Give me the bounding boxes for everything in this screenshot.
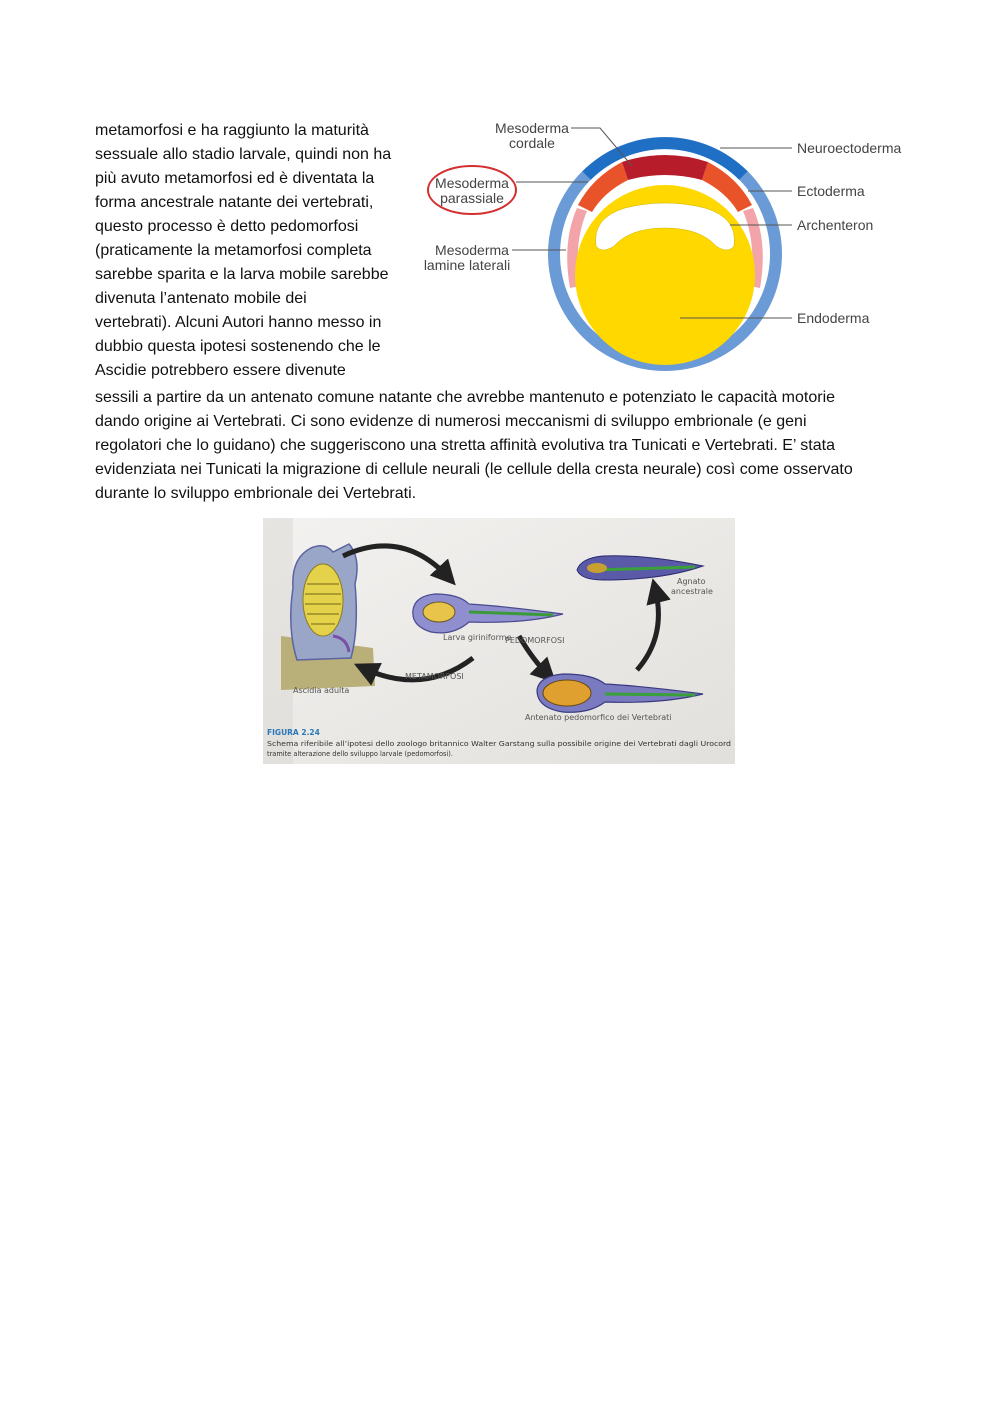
label-mesoderma-cordale: Mesoderma — [495, 120, 569, 136]
label-mesoderma-laterali: Mesoderma — [435, 242, 509, 258]
label-mesoderma-parassiale-sub: parassiale — [440, 190, 504, 206]
label-agnato: Agnato — [677, 577, 706, 586]
label-ancestrale: ancestrale — [671, 587, 713, 596]
label-antenato-pedomorfico: Antenato pedomorfico dei Vertebrati — [525, 713, 672, 722]
figure-caption-line: Schema riferibile all’ipotesi dello zoologo britannico Walter Garstang sulla possibile origine dei Vertebrati dagli Urocord — [267, 740, 731, 748]
embryo-cross-section-figure — [418, 112, 918, 382]
text-line: Ascidie potrebbero essere divenute — [95, 362, 346, 379]
label-larva-giriniforme: Larva giriniforme — [443, 633, 512, 642]
label-ascidia-adulta: Ascidia adulta — [293, 686, 350, 695]
text-line: regolatori che lo guidano) che suggeriscono una stretta affinità evolutiva tra Tunicati e Vertebrati. E’ stata — [95, 437, 835, 454]
label-neuroectoderma: Neuroectoderma — [797, 140, 902, 156]
text-line: sarebbe sparita e la larva mobile sarebbe — [95, 266, 389, 283]
label-mesoderma-laterali-sub: lamine laterali — [423, 257, 511, 273]
label-pedomorfosi: PEDOMORFOSI — [505, 636, 565, 645]
label-ectoderma: Ectoderma — [797, 183, 865, 199]
label-archenteron: Archenteron — [797, 217, 874, 233]
text-line: più avuto metamorfosi ed è diventata la — [95, 170, 375, 187]
label-metamorfosi: METAMORFOSI — [405, 672, 464, 681]
text-line: vertebrati). Alcuni Autori hanno messo in — [95, 314, 382, 331]
label-endoderma: Endoderma — [797, 310, 870, 326]
label-mesoderma-cordale-sub: cordale — [509, 135, 555, 151]
text-line: sessuale allo stadio larvale, quindi non ha — [95, 146, 392, 163]
figure-caption-title: FIGURA 2.24 — [267, 728, 320, 737]
text-line: divenuta l’antenato mobile dei — [95, 290, 307, 307]
text-line: durante lo sviluppo embrionale dei Vertebrati. — [95, 485, 417, 502]
garstang-cycle-figure — [263, 518, 735, 764]
label-mesoderma-parassiale: Mesoderma — [435, 175, 509, 191]
text-line: dando origine ai Vertebrati. Ci sono evidenze di numerosi meccanismi di sviluppo embrionale (e geni — [95, 413, 807, 430]
text-line: metamorfosi e ha raggiunto la maturità — [95, 122, 369, 139]
text-line: (praticamente la metamorfosi completa — [95, 242, 372, 259]
text-line: questo processo è detto pedomorfosi — [95, 218, 359, 235]
ascidia-adulta-illustration — [291, 544, 357, 660]
text-line: evidenziata nei Tunicati la migrazione di cellule neurali (le cellule della cresta neurale) così come osservato — [95, 461, 853, 478]
figure-caption-line: tramite alterazione dello sviluppo larvale (pedomorfosi). — [267, 750, 453, 758]
text-line: sessili a partire da un antenato comune natante che avrebbe mantenuto e potenziato le capacità motorie — [95, 389, 836, 406]
text-line: dubbio questa ipotesi sostenendo che le — [95, 338, 381, 355]
text-line: forma ancestrale natante dei vertebrati, — [95, 194, 374, 211]
